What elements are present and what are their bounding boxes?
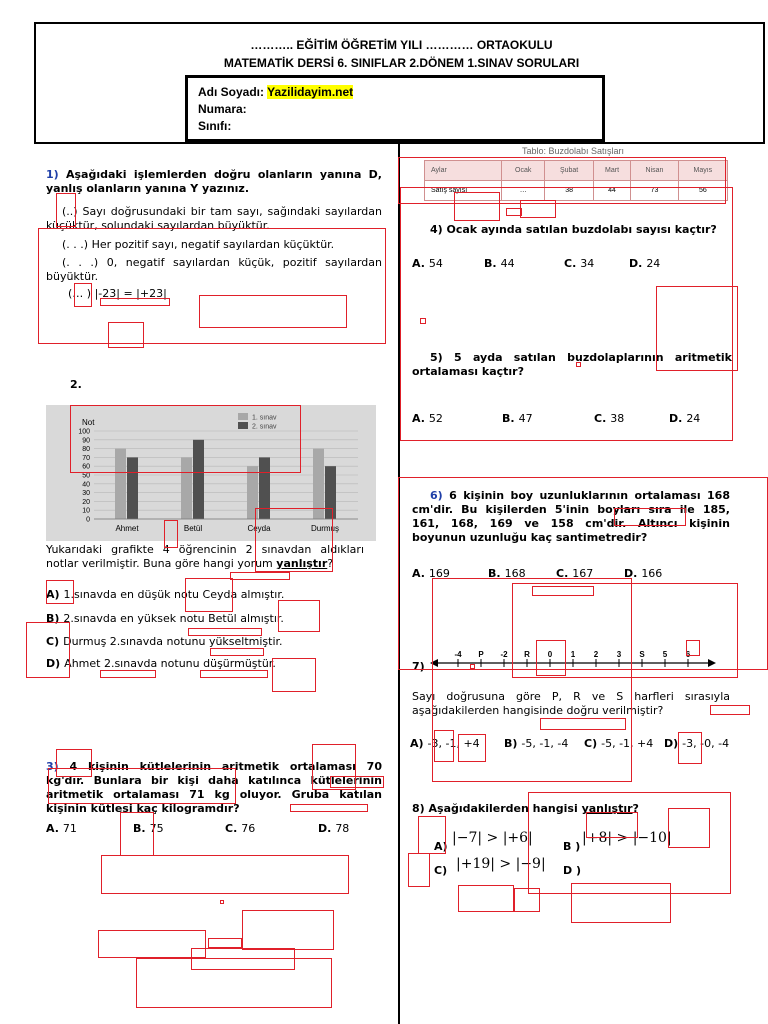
sales-table-title: Tablo: Buzdolabı Satışları: [522, 146, 625, 156]
legend-label: 1. sınav: [252, 414, 277, 422]
annotation-box: [56, 193, 76, 227]
annotation-box: [434, 730, 454, 762]
header-cell: Şubat: [545, 161, 593, 181]
annotation-box: [220, 900, 224, 904]
annotation-box: [571, 883, 671, 923]
annotation-box: [272, 658, 316, 692]
y-tick-label: 20: [82, 498, 90, 506]
option-label: A): [46, 588, 60, 601]
option-text: -5, -1, +4: [601, 737, 654, 750]
q8-option-b-expr: |+8| > |−10|: [582, 830, 672, 846]
option-label: D.: [318, 822, 332, 835]
q8-option-d-label[interactable]: D ): [563, 864, 581, 877]
option-label: C.: [564, 257, 577, 270]
option-text: -3, -1, +4: [427, 737, 480, 750]
annotation-box: [532, 586, 594, 596]
q1-text: Aşağıdaki işlemlerden doğru olanların yanına D, yanlış olanların yanına Y yazınız.: [46, 168, 382, 195]
annotation-box: [514, 888, 540, 912]
option-text: 78: [335, 822, 350, 835]
value-cell: 38: [545, 181, 593, 201]
q8-wrong-word: yanlıştır: [581, 802, 633, 815]
option-label: B): [46, 612, 60, 625]
q3-option-a[interactable]: [46, 822, 77, 835]
q1-item-3: (. . .) 0, negatif sayılardan küçük, pozitif sayılardan büyüktür.: [46, 256, 382, 283]
class-label[interactable]: Sınıfı:: [198, 119, 232, 133]
school-year-title: ……….. EĞİTİM ÖĞRETİM YILI ………… ORTAOKULU: [250, 38, 553, 52]
option-text: 168: [504, 567, 526, 580]
q4-prompt: 4) Ocak ayında satılan buzdolabı sayısı kaçtır?: [430, 223, 717, 236]
annotation-box: [26, 622, 70, 678]
q7-text: Sayı doğrusuna göre P, R ve S harfleri sırasıyla aşağıdakilerden hangisinde doğru verilmiştir?: [412, 690, 730, 717]
annotation-box: [56, 749, 92, 777]
x-category-label: Ahmet: [115, 524, 139, 533]
number-line-label: 6: [685, 650, 691, 659]
option-label: D): [664, 737, 679, 750]
annotation-box: [208, 938, 242, 948]
q3-number: 3): [46, 760, 59, 773]
legend-label: 2. sınav: [252, 423, 277, 431]
q1-item-4: (… ) |-23| = |+23|: [68, 287, 167, 300]
annotation-box: [668, 808, 710, 848]
option-text: 54: [428, 257, 443, 270]
option-text: 2.sınavda en yüksek notu Betül almıştır.: [63, 612, 284, 625]
annotation-box: [242, 910, 334, 950]
option-label: C.: [594, 412, 607, 425]
option-text: 34: [580, 257, 595, 270]
x-category-label: Durmuş: [310, 524, 340, 533]
number-line-label: R: [524, 650, 530, 659]
q8-option-c-label[interactable]: C): [434, 864, 448, 877]
annotation-box: [255, 508, 333, 572]
annotation-box: [408, 853, 430, 887]
q6-number: 6): [430, 489, 443, 502]
annotation-box: [586, 812, 638, 838]
option-label: A.: [412, 567, 425, 580]
q3-text: 4 kişinin kütlelerinin aritmetik ortalaması 70 kg'dır. Bunlara bir kişi daha katılınca kütlelerinin aritmetik ortalaması 71 kg oluyor. Gruba katılan kişinin kütlesi kaç kilogramdır?: [46, 760, 382, 815]
number-label[interactable]: Numara:: [198, 102, 247, 116]
option-label: B.: [484, 257, 497, 270]
header-cell: Ocak: [502, 161, 545, 181]
option-label: C): [46, 635, 60, 648]
annotation-box: [164, 520, 178, 548]
option-text: 75: [149, 822, 164, 835]
number-line-label: -4: [454, 650, 462, 659]
number-line-label: 0: [547, 650, 553, 659]
q1-number: 1): [46, 168, 59, 181]
number-line-label: -2: [500, 650, 508, 659]
q8-text: 8) Aşağıdakilerden hangisi: [412, 802, 578, 815]
q5-prompt: 5) 5 ayda satılan buzdolaplarının aritmetik ortalaması kaçtır?: [412, 351, 732, 378]
x-category-label: Betül: [183, 524, 203, 533]
option-text: 166: [641, 567, 663, 580]
option-label: A.: [412, 412, 425, 425]
number-line-label: S: [639, 650, 645, 659]
y-tick-label: 40: [82, 481, 90, 489]
annotation-box: [70, 405, 301, 473]
annotation-box: [678, 732, 702, 764]
option-label: B.: [133, 822, 146, 835]
q2-option-b[interactable]: [46, 612, 284, 625]
header-cell: Aylar: [425, 161, 502, 181]
y-tick-label: 10: [82, 507, 90, 515]
annotation-box: [458, 734, 486, 762]
option-text: 167: [572, 567, 594, 580]
option-label: C.: [556, 567, 569, 580]
option-label: C.: [225, 822, 238, 835]
q2-option-a[interactable]: [46, 588, 284, 601]
option-text: 38: [610, 412, 625, 425]
annotation-box: [506, 208, 522, 216]
option-text: 24: [646, 257, 661, 270]
option-label: B.: [488, 567, 501, 580]
annotation-box: [540, 718, 626, 730]
y-axis-label: Not: [82, 418, 95, 427]
option-text: Ahmet 2.sınavda notunu düşürmüştür.: [64, 657, 276, 670]
annotation-box: [191, 948, 295, 970]
annotation-box: [520, 200, 556, 218]
annotation-box: [46, 580, 74, 604]
option-text: 169: [428, 567, 450, 580]
number-line-label: P: [478, 650, 484, 659]
header-cell: Mayıs: [678, 161, 727, 181]
q3-option-d[interactable]: [318, 822, 349, 835]
option-text: 47: [518, 412, 533, 425]
annotation-box: [188, 628, 262, 636]
option-text: 24: [686, 412, 701, 425]
number-line-label: 2: [593, 650, 599, 659]
name-label: Adı Soyadı:: [198, 85, 265, 99]
option-label: D): [46, 657, 61, 670]
q7-number: 7): [412, 660, 425, 673]
y-tick-label: 50: [82, 472, 90, 480]
annotation-box: [200, 670, 268, 678]
q2-number: 2.: [70, 378, 82, 391]
number-line-label: 3: [616, 650, 622, 659]
annotation-box: [108, 322, 144, 348]
y-tick-label: 70: [82, 454, 90, 462]
q8-option-a-label[interactable]: A): [434, 840, 448, 853]
student-info-box: [185, 75, 605, 142]
q1-item-1: (..) Sayı doğrusundaki bir tam sayı, sağındaki sayılardan küçüktür, solundaki sayılardan büyüktür.: [46, 205, 382, 232]
value-cell: 73: [631, 181, 678, 201]
option-text: 52: [428, 412, 443, 425]
q8-option-b-label[interactable]: B ): [563, 840, 581, 853]
annotation-box: [418, 816, 446, 854]
annotation-box: [454, 192, 500, 221]
q2-text-end: ?: [327, 557, 334, 570]
annotation-box: [656, 286, 738, 371]
annotation-box: [686, 640, 700, 656]
option-label: A.: [412, 257, 425, 270]
q2-option-c[interactable]: [46, 635, 283, 648]
y-tick-label: 90: [82, 437, 90, 445]
option-label: B): [504, 737, 518, 750]
x-category-label: Ceyda: [247, 524, 271, 533]
value-cell: …: [502, 181, 545, 201]
value-cell: 56: [678, 181, 727, 201]
annotation-box: [120, 812, 154, 856]
option-label: D.: [669, 412, 683, 425]
q2-text: Yukarıdaki grafikte 4 öğrencinin 2 sınavdan aldıkları notlar verilmiştir. Buna göre hangi yorum: [46, 543, 364, 570]
option-text: 1.sınavda en düşük notu Ceyda almıştır.: [63, 588, 285, 601]
value-cell: 44: [593, 181, 631, 201]
y-tick-label: 0: [86, 516, 90, 524]
annotation-box: [330, 776, 384, 788]
annotation-box: [470, 664, 475, 669]
annotation-box: [98, 930, 206, 958]
annotation-box: [290, 804, 368, 812]
annotation-box: [185, 578, 233, 612]
name-line: [198, 85, 353, 99]
q6-text: 6 kişinin boy uzunluklarının ortalaması 168 cm'dir. Bu kişilerden 5'inin boyları sıra ile 185, 161, 168, 169 ve 158 cm'dir. Altıncı kişinin boyunun uzunluğu kaç santimetredir?: [412, 489, 730, 544]
header-cell: Mart: [593, 161, 631, 181]
number-line-label: 5: [662, 650, 668, 659]
option-label: B.: [502, 412, 515, 425]
y-tick-label: 30: [82, 490, 90, 498]
name-value[interactable]: Yazilidayim.net: [267, 85, 354, 99]
annotation-box: [420, 318, 426, 324]
option-label: A): [410, 737, 424, 750]
q8-option-c-expr: |+19| > |−9|: [456, 856, 546, 872]
annotation-box: [100, 670, 156, 678]
option-text: -5, -1, -4: [521, 737, 569, 750]
annotation-box: [458, 885, 514, 912]
option-text: 71: [62, 822, 77, 835]
annotation-box: [536, 640, 566, 676]
option-label: C): [584, 737, 598, 750]
annotation-box: [210, 648, 264, 656]
q2-wrong-word: yanlıştır: [276, 557, 328, 570]
annotation-box: [278, 600, 320, 632]
annotation-box: [230, 572, 290, 580]
y-tick-label: 60: [82, 463, 90, 471]
annotation-box: [74, 283, 92, 307]
exam-title: MATEMATİK DERSİ 6. SINIFLAR 2.DÖNEM 1.SINAV SORULARI: [223, 56, 580, 70]
q8-text-end: ?: [632, 802, 639, 815]
y-tick-label: 80: [82, 446, 90, 454]
option-label: A.: [46, 822, 59, 835]
annotation-box: [576, 362, 581, 367]
q1-item-2: (. . .) Her pozitif sayı, negatif sayılardan küçüktür.: [62, 238, 335, 251]
annotation-box: [101, 855, 349, 894]
option-text: 76: [241, 822, 256, 835]
option-text: 44: [500, 257, 515, 270]
q3-option-c[interactable]: [225, 822, 255, 835]
number-line-label: 1: [570, 650, 576, 659]
option-label: D.: [624, 567, 638, 580]
header-cell: Nisan: [631, 161, 678, 181]
annotation-box: [199, 295, 347, 328]
option-text: Durmuş 2.sınavda notunu yükseltmiştir.: [63, 635, 283, 648]
q8-option-a-expr: |−7| > |+6|: [452, 830, 533, 846]
annotation-box: [710, 705, 750, 715]
option-text: -3, -0, -4: [682, 737, 730, 750]
q1-prompt: [46, 168, 382, 196]
q2-option-d[interactable]: [46, 657, 276, 670]
annotation-box: [100, 298, 170, 306]
option-label: D.: [629, 257, 643, 270]
annotation-box: [614, 508, 686, 526]
y-tick-label: 100: [78, 428, 90, 436]
row-label: Satış sayısı: [425, 181, 502, 201]
